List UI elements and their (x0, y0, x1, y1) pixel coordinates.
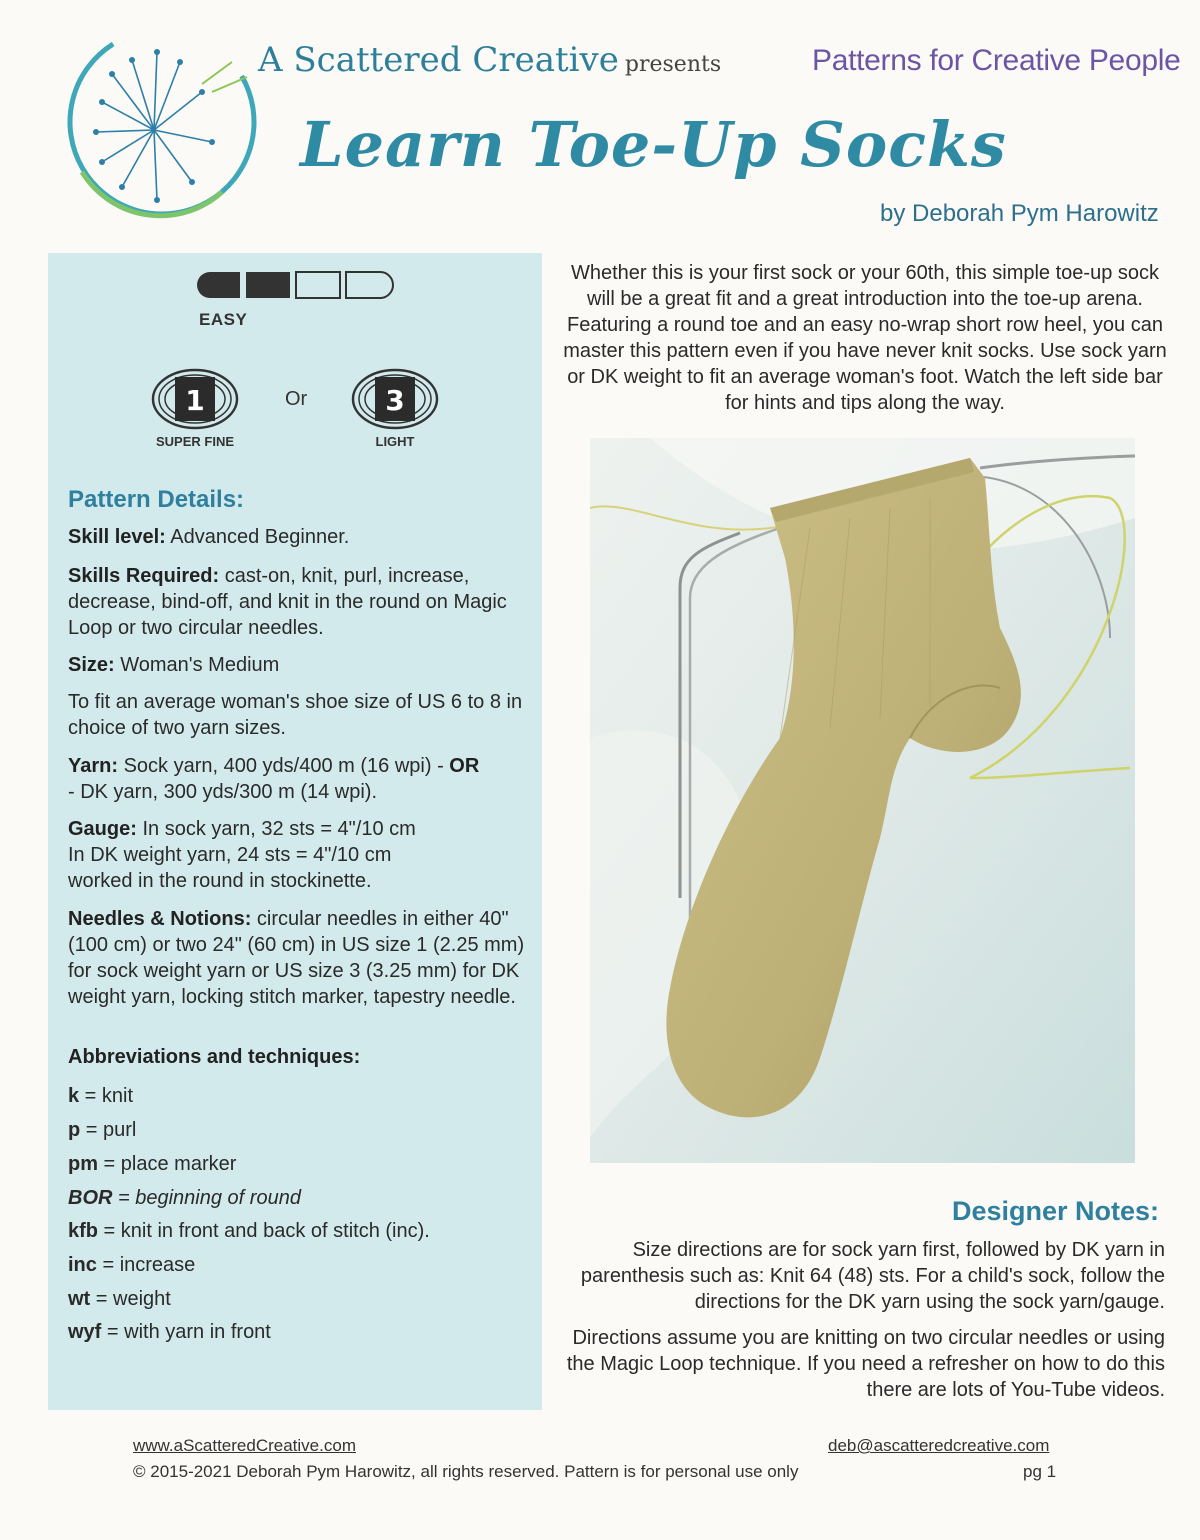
pattern-details-heading: Pattern Details: (68, 486, 245, 513)
abbreviation-item: k = knit (68, 1085, 134, 1107)
logo-icon (62, 22, 262, 222)
skill-level-label: EASY (199, 310, 248, 329)
abbreviation-item: p = purl (68, 1119, 137, 1141)
email-link[interactable]: deb@ascatteredcreative.com (828, 1436, 1050, 1455)
size-item: Size: Woman's Medium (68, 654, 280, 676)
byline: by Deborah Pym Harowitz (880, 200, 1159, 227)
abbreviation-item: inc = increase (68, 1254, 196, 1276)
yarn-weight-3-label: LIGHT (375, 434, 415, 449)
abbreviation-item: wyf = with yarn in front (68, 1321, 271, 1343)
skill-level-item: Skill level: Advanced Beginner. (68, 526, 350, 548)
brand-name: A Scattered Creative presents (258, 40, 722, 80)
page-title: Learn Toe-Up Socks (300, 108, 1007, 181)
abbreviation-item: wt = weight (68, 1288, 171, 1310)
designer-notes-paragraph: Directions assume you are knitting on two circular needles or using the Magic Loop technique. If you need a refresher on how to do this there are lots of You-Tube videos. (566, 1327, 1165, 1401)
yarn-weight-3-number: 3 (385, 384, 405, 417)
skills-required-item: Skills Required: cast-on, knit, purl, increase, decrease, bind-off, and knit in the round on Magic Loop or two circular needles. (68, 565, 507, 639)
intro-paragraph: Whether this is your first sock or your 60th, this simple toe-up sock will be a great fit and a great introduction into the toe-up arena. Featuring a round toe and an easy no-wrap short row heel, you can master this pattern even if you have never knit socks. Use sock yarn or DK weight to fit an average woman's foot. Watch the left side bar for hints and tips along the way. (563, 262, 1167, 414)
skill-level-icon (196, 270, 396, 300)
yarn-item: Yarn: Sock yarn, 400 yds/400 m (16 wpi) - OR - DK yarn, 300 yds/300 m (14 wpi). (68, 755, 480, 803)
designer-notes-heading: Designer Notes: (952, 1196, 1160, 1226)
abbreviation-item: pm = place marker (68, 1153, 237, 1175)
yarn-weight-1-icon (150, 368, 240, 430)
yarn-weight-1-label: SUPER FINE (155, 434, 234, 449)
yarn-weight-1-number: 1 (185, 384, 205, 417)
gauge-item: Gauge: In sock yarn, 32 sts = 4"/10 cm In DK weight yarn, 24 sts = 4"/10 cm worked in the round in stockinette. (68, 818, 416, 892)
page-number: pg 1 (1023, 1462, 1057, 1481)
sock-photo (590, 438, 1135, 1163)
abbreviations-heading: Abbreviations and techniques: (68, 1046, 361, 1068)
copyright-notice: © 2015-2021 Deborah Pym Harowitz, all rights reserved. Pattern is for personal use only (133, 1462, 799, 1481)
fit-note: To fit an average woman's shoe size of US 6 to 8 in choice of two yarn sizes. (68, 691, 523, 739)
tagline: Patterns for Creative People (812, 44, 1181, 77)
abbreviation-item: BOR = beginning of round (68, 1187, 301, 1209)
designer-notes-paragraph: Size directions are for sock yarn first, followed by DK yarn in parenthesis such as: Knit 64 (48) sts. For a child's sock, follow the directions for the DK yarn using the sock yarn/gauge. (580, 1239, 1165, 1313)
yarn-or-label: Or (285, 388, 308, 410)
abbreviation-item: kfb = knit in front and back of stitch (inc). (68, 1220, 430, 1242)
needles-notions-item: Needles & Notions: circular needles in either 40" (100 cm) or two 24" (60 cm) in US size 1 (2.25 mm) for sock weight yarn or US size 3 (3.25 mm) for DK weight yarn, locking stitch marker, tapestry needle. (68, 908, 525, 1008)
website-link[interactable]: www.aScatteredCreative.com (133, 1436, 356, 1455)
presents-label: presents (624, 52, 722, 77)
yarn-weight-3-icon (350, 368, 440, 430)
